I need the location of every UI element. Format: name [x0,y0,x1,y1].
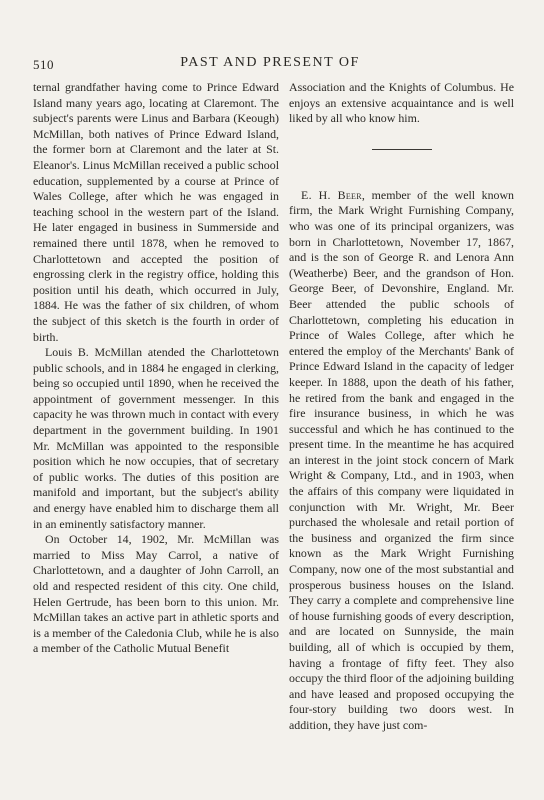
paragraph-beer-biography [289,188,514,734]
section-divider [372,149,432,150]
page-number: 510 [33,57,54,72]
biography-text: member of the well known firm, the Mark Wright Furnishing Company, who was one of its principal organizers, was born in Charlottetown, November 17, 1867, and is the son of George R. and Lenora Ann (Weatherbe) Beer, and the grandson of Hon. George Beer, of Devonshire, England. Mr. Beer attended the public schools of Charlottetown, completing his education in Prince of Wales College, after which he entered the employ of the Merchants' Bank of Prince Edward Island in the capacity of ledger keeper. In 1888, upon the death of his father, he retired from the bank and engaged in the fire insurance business, in which he was successful and which he has continued to the present time. In the meantime he has acquired an interest in the joint stock concern of Mark Wright & Company, Ltd., and in 1903, when the affairs of this company were liquidated in conjunction with Mr. Wright, Mr. Beer purchased the wholesale and retail portion of the business and organized the firm since known as the Mark Wright Furnishing Company, now one of the most substantial and prosperous business houses on the Island. They carry a complete and comprehensive line of house furnishing goods of every description, and are located on Sunnyside, the main building, all of which is occupied by them, having a frontage of fifty feet. They also occupy the third floor of the adjoining building and have leased and proposed occupying the four-story building two doors west. In addition, they have just com- [289,187,514,732]
subject-name: E. H. Beer, [301,187,366,202]
paragraph-mcmillan-family: On October 14, 1902, Mr. McMillan was married to Miss May Carrol, a native of Charlottetown, and a daughter of John Carroll, an old and respected resident of this city. One child, Helen Gertrude, has been born to this union. Mr. McMillan takes an active part in athletic sports and is a member of the Caledonia Club, while he is also a member of the Catholic Mutual Benefit [33,532,279,656]
paragraph-association: Association and the Knights of Columbus. He enjoys an extensive acquaintance and is well liked by all who know him. [289,80,514,126]
paragraph-mcmillan-career: Louis B. McMillan atended the Charlottetown public schools, and in 1884 he engaged in clerking, being so occupied until 1890, when he received the appointment of government messenger. In this capacity he was thrown much in contact with every department in the government building. In 1901 Mr. McMillan was appointed to the responsible position which he now occupies, that of secretary of public works. The duties of this position are manifold and important, but the subject's ability and energy have enabled him to discharge them all in an eminently satisfactory manner. [33,345,279,531]
running-title: PAST AND PRESENT OF [180,55,360,70]
left-column [33,80,279,657]
right-column [289,80,514,734]
paragraph-continued: ternal grandfather having come to Prince Edward Island many years ago, locating at Claremont. The subject's parents were Linus and Barbara (Keough) McMillan, both natives of Prince Edward Island, the former born at Claremont and the later at St. Eleanor's. Linus McMillan received a public school education, supplemented by a course at Prince of Wales College, after which he was engaged in teaching school in the western part of the Island. He later engaged in business in Summerside and remained there until 1878, when he removed to Charlottetown and accepted the position of engrossing clerk in the registry office, holding this position until his death, which occurred in July, 1884. He was the father of six children, of whom the subject of this sketch is the fourth in order of birth. [33,80,279,344]
